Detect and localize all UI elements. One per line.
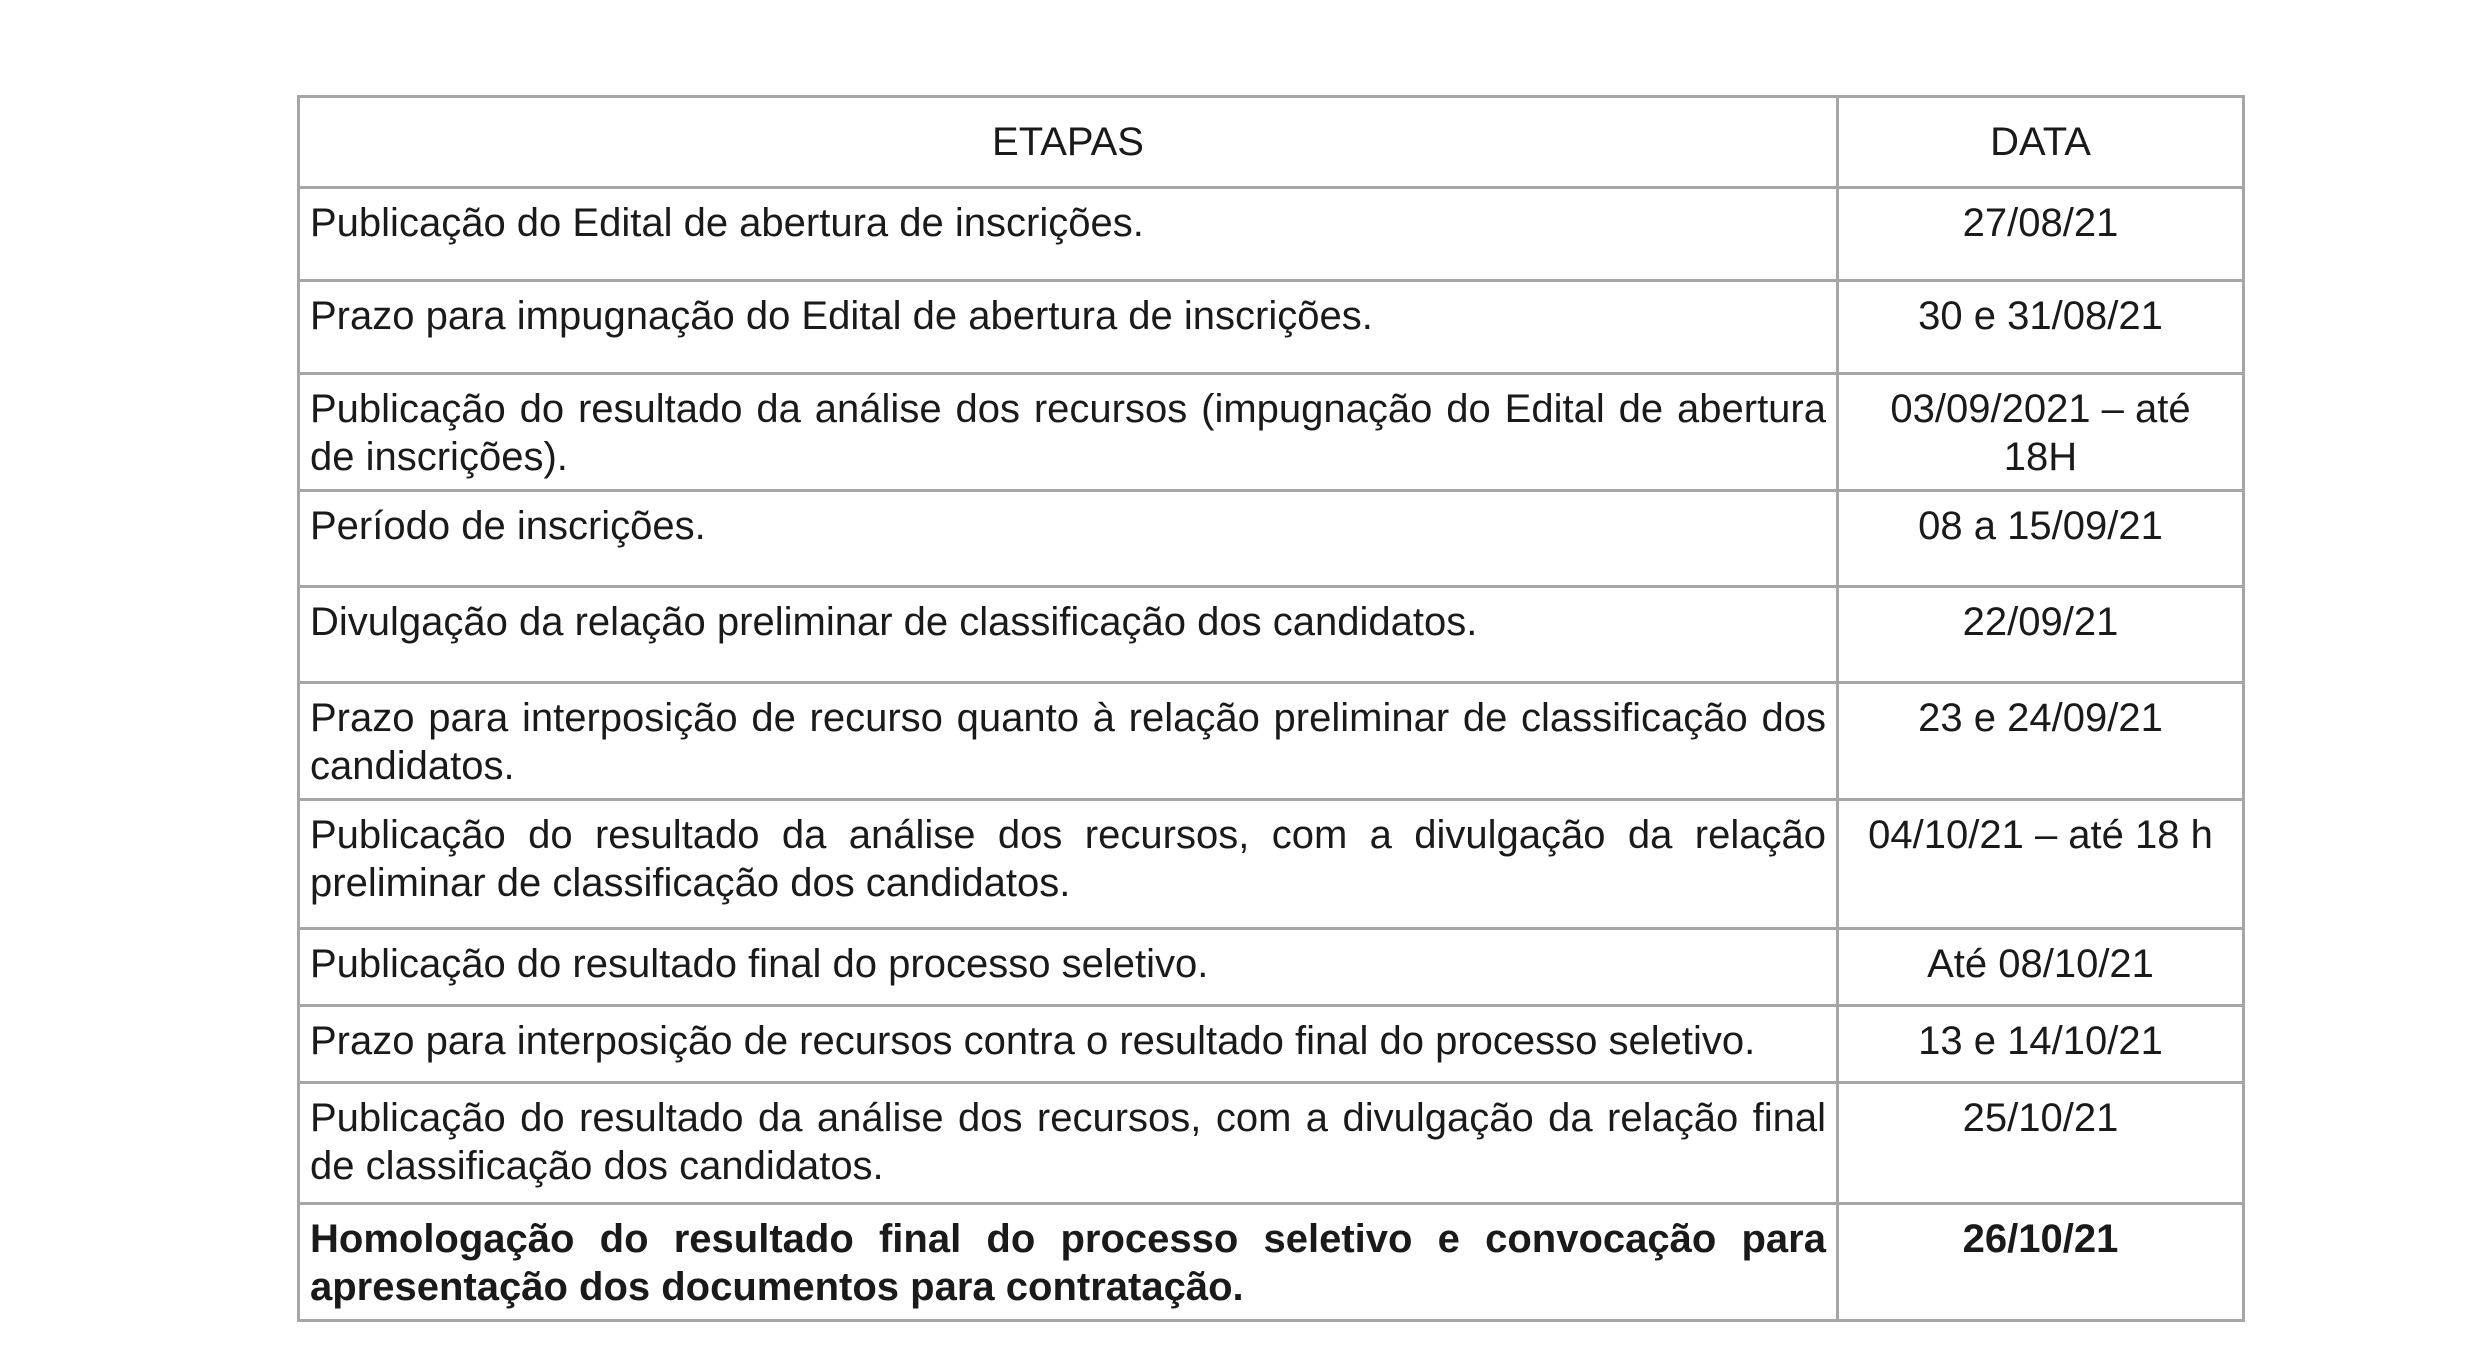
data-cell: 03/09/2021 – até 18H [1838,374,2244,491]
data-cell: 04/10/21 – até 18 h [1838,800,2244,929]
etapa-cell: Prazo para impugnação do Edital de abertura de inscrições. [299,281,1838,374]
table-row [299,1204,2244,1321]
etapa-cell: Homologação do resultado final do processo seletivo e convocação para apresentação dos documentos para contratação. [299,1204,1838,1321]
table-row [299,587,2244,683]
data-cell: Até 08/10/21 [1838,929,2244,1006]
data-cell: 27/08/21 [1838,188,2244,281]
table-row [299,491,2244,587]
table-row [299,800,2244,929]
etapa-cell: Período de inscrições. [299,491,1838,587]
etapa-cell: Prazo para interposição de recurso quanto à relação preliminar de classificação dos candidatos. [299,683,1838,800]
etapa-cell: Publicação do resultado da análise dos recursos, com a divulgação da relação final de classificação dos candidatos. [299,1083,1838,1204]
data-cell: 23 e 24/09/21 [1838,683,2244,800]
data-cell: 22/09/21 [1838,587,2244,683]
data-cell: 25/10/21 [1838,1083,2244,1204]
table-row [299,1006,2244,1083]
data-cell: 08 a 15/09/21 [1838,491,2244,587]
data-cell: 13 e 14/10/21 [1838,1006,2244,1083]
etapa-cell: Prazo para interposição de recursos contra o resultado final do processo seletivo. [299,1006,1838,1083]
etapa-cell: Publicação do resultado da análise dos recursos, com a divulgação da relação preliminar de classificação dos candidatos. [299,800,1838,929]
data-cell: 26/10/21 [1838,1204,2244,1321]
data-cell: 30 e 31/08/21 [1838,281,2244,374]
etapa-cell: Publicação do resultado final do processo seletivo. [299,929,1838,1006]
header-data: DATA [1838,97,2244,188]
table-row [299,281,2244,374]
header-etapas: ETAPAS [299,97,1838,188]
table-header-row [299,97,2244,188]
table-row [299,188,2244,281]
table-row [299,683,2244,800]
table-row [299,374,2244,491]
etapa-cell: Publicação do resultado da análise dos recursos (impugnação do Edital de abertura de inscrições). [299,374,1838,491]
etapa-cell: Publicação do Edital de abertura de inscrições. [299,188,1838,281]
schedule-table [297,95,2245,1322]
etapa-cell: Divulgação da relação preliminar de classificação dos candidatos. [299,587,1838,683]
table-row [299,929,2244,1006]
table-row [299,1083,2244,1204]
